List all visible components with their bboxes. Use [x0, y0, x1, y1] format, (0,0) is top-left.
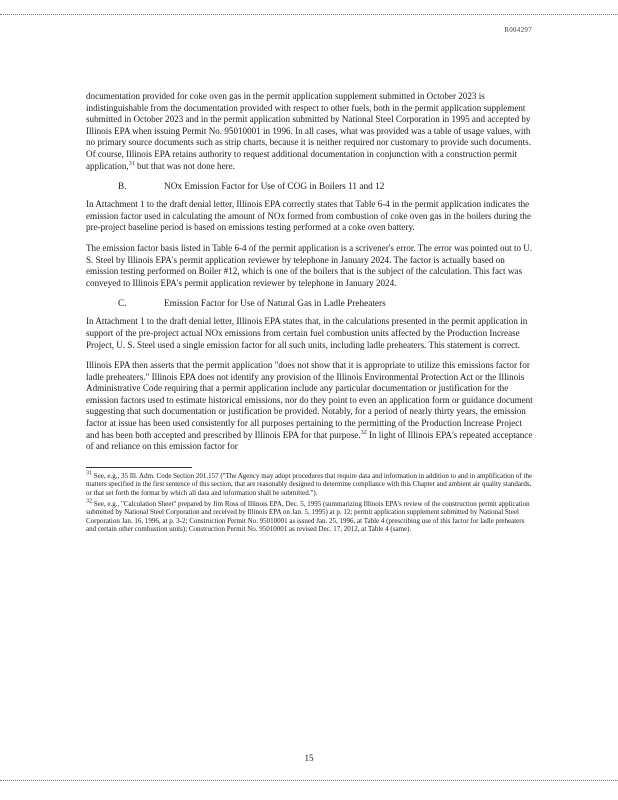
intro-tail: but that was not done here.	[134, 160, 235, 171]
footnote-32	[86, 500, 534, 534]
footnote-ref-31[interactable]: 31	[128, 160, 135, 167]
footnote-31	[86, 472, 534, 498]
section-c-paragraph-2-tail: In light of Illinois EPA's repeated acceptance of and reliance on this emission factor for	[86, 429, 533, 452]
footnote-32-text: See, e.g., "Calculation Sheet" prepared by Jim Ross of Illinois EPA, Dec. 5, 1995 (summarizing Illinois EPA's review of the construction permit application submitted by National Steel Corporation and received by Illinois EPA on Jan. 5, 1995) at p. 12; permit application supplement submitted by National Steel Corporation Jan. 16, 1996, at p. 3-2; Construction Permit No. 95010001 as issued Jan. 25, 1996, at Table 4 (prescribing use of this factor for ladle preheaters and certain other combustion units); Construction Permit No. 95010001 as revised Dec. 17, 2012, at Table 4 (same).	[86, 499, 530, 534]
section-c-heading	[118, 298, 534, 310]
section-c-paragraph-2	[86, 360, 534, 453]
page-body	[86, 91, 534, 536]
section-c-title: Emission Factor for Use of Natural Gas in Ladle Preheaters	[164, 299, 386, 310]
section-c-letter: C.	[118, 299, 127, 310]
intro-paragraph	[86, 91, 534, 172]
footnote-32-number: 32	[86, 498, 92, 505]
section-b-paragraph-1: In Attachment 1 to the draft denial letter, Illinois EPA correctly states that Table 6-4 in the permit application indicates the emission factor used in calculating the amount of NOx formed from combustion of coke oven gas in the boilers during the pre-project baseline period is based on emissions testing performed at a coke oven battery.	[86, 199, 531, 233]
section-c-paragraph-2-text: Illinois EPA then asserts that the permit application "does not show that it is appropriate to utilize this emissions factor for ladle preheaters." Illinois EPA does not identify any provision of the Illinois Environmental Protection Act or the Illinois Administrative Code requiring that a permit application include any particular documentation or justification for the emission factors used to estimate historical emissions, nor do they point to even an application form or guidance document suggesting that such documentation or justification be provided. Notably, for a period of nearly thirty years, the emission factor at issue has been used consistently for all purposes pertaining to the permitting of the Production Increase Project and has been both accepted and prescribed by Illinois EPA for that purpose.	[86, 360, 533, 440]
footnote-divider	[86, 467, 192, 468]
footnote-31-text: See, e.g., 35 Ill. Adm. Code Section 201.157 ("The Agency may adopt procedures that require data and information in addition to and in amplification of the matters specified in the first sentence of this section, that are reasonably designed to determine compliance with this Chapter and ambient air quality standards, or that set forth the format by which all data and information shall be submitted.").	[86, 471, 533, 498]
section-b-title: NOx Emission Factor for Use of COG in Boilers 11 and 12	[164, 182, 385, 193]
footnote-ref-32[interactable]: 32	[360, 429, 367, 436]
section-b-heading	[118, 181, 534, 193]
intro-text: documentation provided for coke oven gas in the permit application supplement submitted in October 2023 is indistinguishable from the documentation provided with respect to other fuels, both in the permit application supplement submitted in October 2023 and in the permit application submitted by National Steel Corporation in 1995 and accepted by Illinois EPA when issuing Permit No. 95010001 in 1996. In all cases, what was provided was a table of usage values, with no primary source documents such as strip charts, because it is neither required nor customary to provide such documents. Of course, Illinois EPA retains authority to request additional documentation in conjunction with a construction permit application,	[86, 91, 531, 171]
section-b-paragraph-2: The emission factor basis listed in Table 6-4 of the permit application is a scrivener's error. The error was pointed out to U. S. Steel by Illinois EPA's permit application reviewer by telephone in January 2024. The factor is actually based on emission testing performed on Boiler #12, which is one of the boilers that is the subject of the calculation. This fact was conveyed to Illinois EPA's permit application reviewer by telephone in January 2024.	[86, 242, 533, 288]
document-number: R004297	[504, 26, 532, 34]
page-number: 15	[304, 753, 314, 763]
top-dotted-edge	[0, 14, 618, 15]
section-c-paragraph-1: In Attachment 1 to the draft denial letter, Illinois EPA states that, in the calculations presented in the permit application in support of the pre-project actual NOx emissions from certain fuel combustion units affected by the Production Increase Project, U. S. Steel used a single emission factor for all such units, including ladle preheaters. This statement is correct.	[86, 316, 528, 350]
bottom-dotted-edge	[0, 780, 618, 781]
footnote-31-number: 31	[86, 470, 92, 477]
section-b-letter: B.	[118, 182, 127, 193]
